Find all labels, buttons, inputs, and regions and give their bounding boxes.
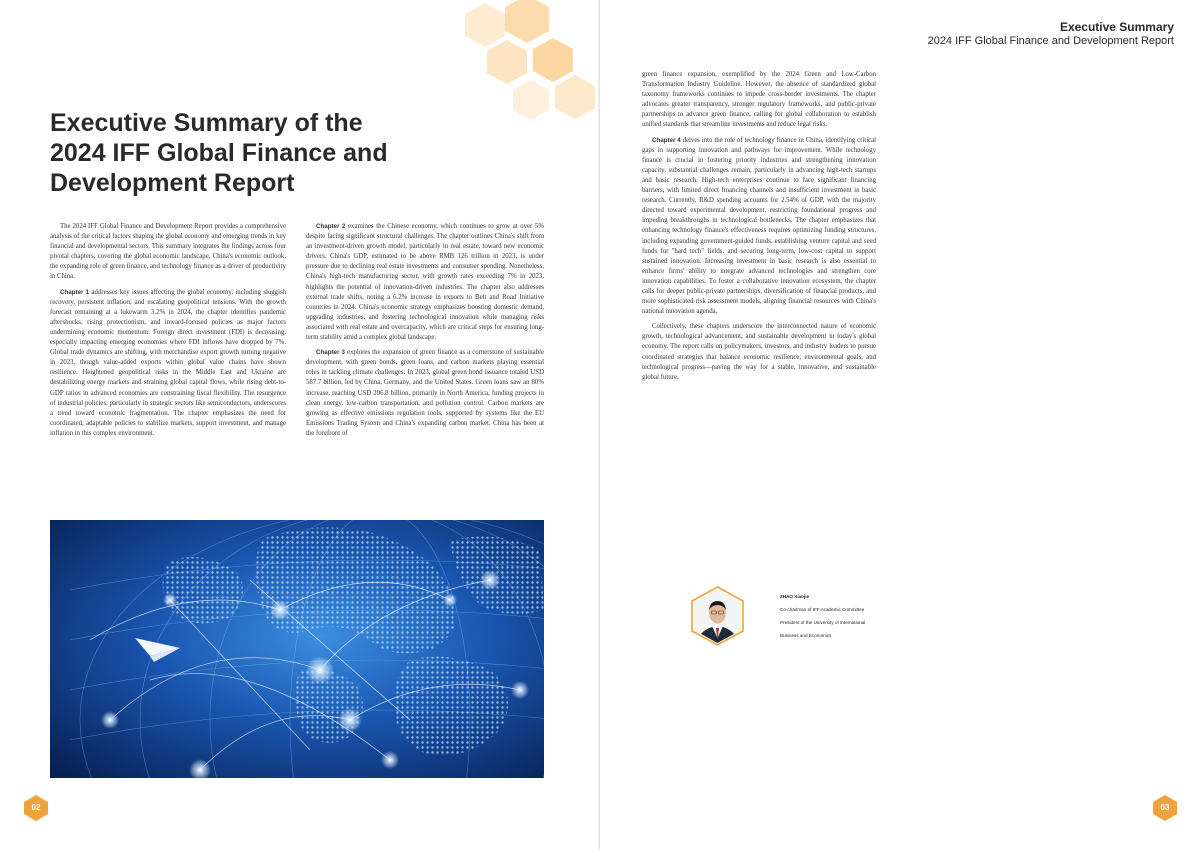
chapter-3-text: explores the expansion of green finance as a cornerstone of sustainable development, with green bonds, green loans, and carbon markets playing essential roles in tackling climate challenges. In 2023, global green bond issuance totaled USD 587.7 billion, led by China, Germany, and the United States. Green loans saw an 80% increase, reaching USD 206.8 billion, primarily in North America, funding projects in clean energy, low-carbon transportation, and pollution control. Carbon markets are growing as effective emissions regulation tools, supported by systems like the EU Emissions Trading System and China's expanding carbon market. China has been at the forefront of	[306, 349, 544, 437]
chapter-2-label: Chapter 2	[316, 223, 346, 230]
running-header-title: Executive Summary	[1059, 20, 1174, 34]
author-title-line-2: President of the University of International	[780, 620, 866, 625]
title-line-1: Executive Summary of the	[50, 109, 363, 137]
title-line-3: Development Report	[50, 169, 295, 197]
chapter-4-text: delves into the role of technology finance in China, identifying critical gaps in supporting innovation and pathways for improvement. While technology finance is crucial in fostering priority industries and strengthening innovation capacity, substantial challenges remain, particularly in advancing high-tech startups and basic research. High-tech enterprises continue to face significant financing barriers, with limited direct financing channels and insufficient investment in basic research. Currently, R&D spending accounts for 2.54% of GDP, with the majority directed toward experimental development, restricting foundational progress and impeding breakthroughs in technological bottlenecks. The chapter emphasizes that enhancing technology finance's effectiveness requires optimizing funding structures, including expanding government-guided funds, establishing venture capital and seed funds for "hard tech" fields, and securing long-term, low-cost capital to support sustained innovation. Increasing investment in basic research is also essential to enhance firms' ability to integrate advanced technologies and strengthen core innovation capabilities. To foster a collaborative innovation ecosystem, the chapter calls for deeper public-private partnerships, diversification of financial products, and more sophisticated risk assessment models, aligning financial resources with China's national innovation agenda.	[642, 136, 877, 316]
title-line-2: 2024 IFF Global Finance and	[50, 139, 388, 167]
author-name: ZHAO Xiaojie	[780, 594, 810, 599]
running-header	[928, 20, 1174, 48]
right-page	[600, 0, 1200, 849]
globe-network-illustration	[50, 520, 544, 778]
chapter-2-paragraph	[306, 222, 544, 343]
text-column-2	[306, 222, 544, 444]
text-column-3	[642, 70, 876, 388]
author-portrait	[690, 586, 745, 646]
page-number-right	[1151, 794, 1179, 822]
chapter-2-text: examines the Chinese economy, which continues to grow at over 5% despite facing significant structural challenges. The chapter outlines China's shift from an investment-driven growth model, particularly in real estate, toward new economic drivers. China's GDP, estimated to be above RMB 126 trillion in 2023, is under pressure due to declining real estate investments and consumer spending. Nonetheless, China's high-tech manufacturing sector, with growth rates exceeding 7% in 2023, highlights the potential of innovation-driven industries. The chapter also addresses external trade shifts, noting a 6.2% increase in exports to Belt and Road Initiative countries in 2024. China's economic strategy emphasizes boosting domestic demand, upgrading industries, and fostering technological innovation while managing risks associated with real estate and overcapacity, which are critical steps for ensuring long-term stability amid a complex global landscape.	[306, 223, 544, 342]
text-column-1	[50, 222, 286, 444]
chapter-1-paragraph	[50, 288, 286, 439]
chapter-4-paragraph	[642, 136, 876, 318]
hero-image-globe-network	[50, 520, 544, 778]
chapter-3-paragraph	[306, 348, 544, 439]
conclusion-paragraph: Collectively, these chapters underscore the interconnected nature of economic growth, technological advancement, and sustainable development in today's global economy. The report calls on policymakers, investors, and industry leaders to pursue coordinated strategies that balance economic resilience, environmental goals, and technological progress—paving the way for a stable, innovative, and sustainable global future.	[642, 323, 876, 381]
page-number-left	[22, 794, 50, 822]
chapter-4-label: Chapter 4	[652, 136, 681, 144]
running-header-subtitle: 2024 IFF Global Finance and Development Report	[927, 35, 1174, 47]
intro-paragraph: The 2024 IFF Global Finance and Development Report provides a comprehensive analysis of the critical factors shaping the global economy and emerging trends in key financial and developmental sectors. This summary integrates the findings across four pivotal chapters, covering the global economic landscape, China's economic outlook, the expanding role of green finance, and technology finance as a driver of productivity in China.	[50, 223, 286, 281]
author-title-line-3: Business and Economics	[780, 633, 832, 638]
author-title-line-1: Co-chairman of IFF Academic Committee	[780, 607, 865, 612]
author-signature-block	[690, 586, 930, 646]
chapter-3-continued-paragraph: green finance expansion, exemplified by the 2024 Green and Low-Carbon Transformation Industry Guideline. However, the absence of standardized global taxonomy frameworks continues to impede cross-border investments. The chapter advocates greater transparency, stronger regulatory frameworks, and public-private partnerships to advance green finance, calling for global collaboration to establish unified standards that streamline investments and reduce legal risks.	[642, 71, 876, 129]
author-credentials	[780, 590, 865, 642]
page-number-right-text: 03	[1160, 803, 1170, 812]
chapter-3-label: Chapter 3	[316, 349, 345, 357]
hexagon-decoration	[455, 0, 600, 130]
chapter-1-label: Chapter 1	[60, 288, 90, 296]
page-title	[50, 108, 430, 198]
chapter-1-text: addresses key issues affecting the global economy, including sluggish recovery, persistent inflation, and escalating geopolitical tensions. With the growth forecast remaining at a lukewarm 3.2% in 2024, the chapter identifies pandemic aftershocks, rising protectionism, and inward-focused policies as major factors undermining economic momentum. Foreign direct investment (FDI) is decreasing, especially impacting emerging economies where FDI inflows have dropped by 7%. Global trade dynamics are shifting, with merchandise export growth turning negative in 2023, though value-added exports within global value chains have shown resilience. Heightened geopolitical risks in the Middle East and Ukraine are destabilizing energy markets and straining global capital flows, while rising debt-to-GDP ratios in advanced economies are constraining fiscal flexibility. The resurgence of industrial policies, particularly in strategic sectors like semiconductors, underscores a trend toward economic fragmentation. The chapter emphasizes the need for coordinated, adaptable policies to stabilize markets, support investment, and manage inflation in this complex environment.	[50, 288, 287, 437]
page-number-left-text: 02	[31, 803, 41, 812]
